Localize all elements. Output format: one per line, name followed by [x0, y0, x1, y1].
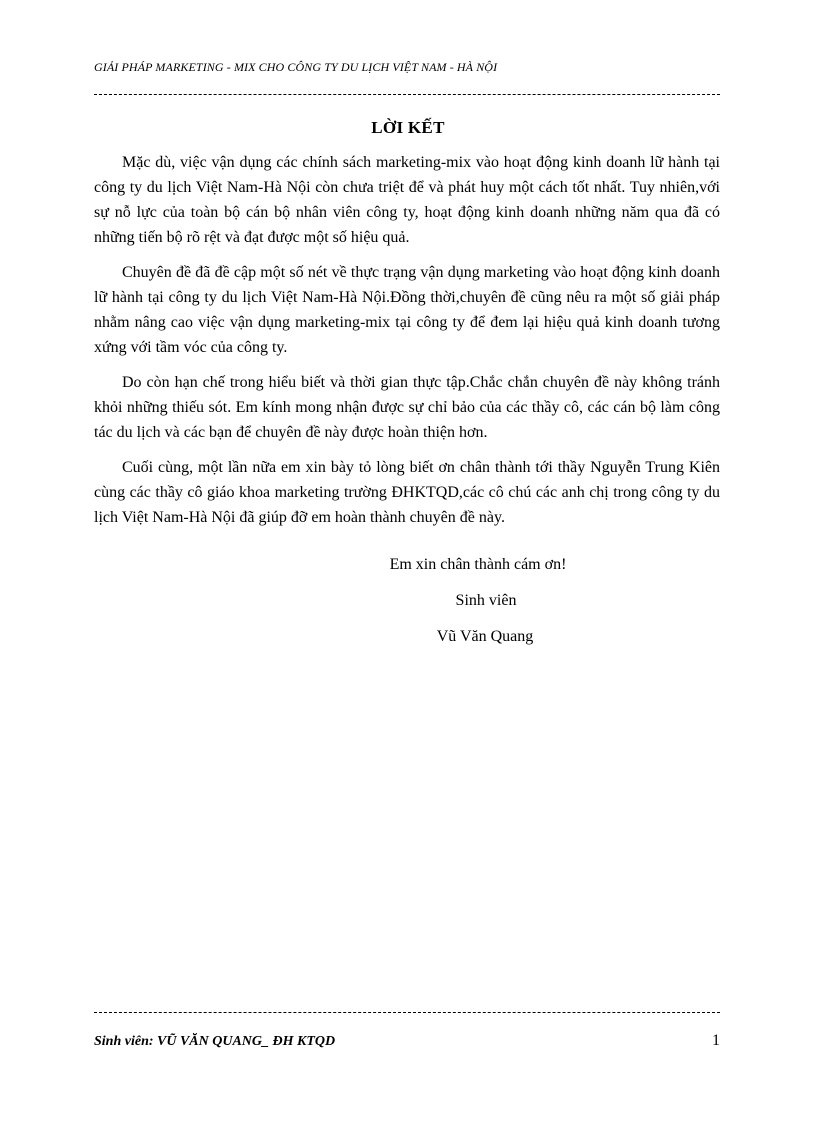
signature-thanks: Em xin chân thành cám ơn!	[389, 556, 567, 573]
signature-block	[0, 547, 816, 655]
paragraph-1: Mặc dù, việc vận dụng các chính sách marketing-mix vào hoạt động kinh doanh lữ hành tại công ty du lịch Việt Nam-Hà Nội còn chưa triệt để và phát huy một cách tốt nhất. Tuy nhiên,với sự nỗ lực của toàn bộ cán bộ nhân viên công ty, hoạt động kinh doanh những năm qua đã có những tiến bộ rõ rệt và đạt được một số hiệu quả.	[94, 154, 720, 246]
body-text	[94, 150, 720, 540]
running-header: GIẢI PHÁP MARKETING - MIX CHO CÔNG TY DU LỊCH VIỆT NAM - HÀ NỘI	[94, 60, 498, 74]
header-divider	[94, 94, 720, 95]
paragraph-3: Do còn hạn chế trong hiểu biết và thời gian thực tập.Chắc chắn chuyên đề này không tránh khỏi những thiếu sót. Em kính mong nhận được sự chỉ bảo của các thầy cô, các cán bộ làm công tác du lịch và các bạn để chuyên đề này được hoàn thiện hơn.	[94, 374, 720, 441]
page-number: 1	[712, 1032, 720, 1049]
signature-role: Sinh viên	[455, 592, 517, 609]
page-title: LỜI KẾT	[371, 118, 445, 137]
footer-divider	[94, 1012, 720, 1013]
paragraph-4: Cuối cùng, một lần nữa em xin bày tỏ lòng biết ơn chân thành tới thầy Nguyễn Trung Kiên cùng các thầy cô giáo khoa marketing trường ĐHKTQD,các cô chú các anh chị trong công ty du lịch Việt Nam-Hà Nội đã giúp đỡ em hoàn thành chuyên đề này.	[94, 459, 720, 526]
paragraph-2: Chuyên đề đã đề cập một số nét về thực trạng vận dụng marketing vào hoạt động kinh doanh lữ hành tại công ty du lịch Việt Nam-Hà Nội.Đồng thời,chuyên đề cũng nêu ra một số giải pháp nhằm nâng cao việc vận dụng marketing-mix tại công ty để đem lại hiệu quả kinh doanh tương xứng với tầm vóc của công ty.	[94, 264, 720, 356]
signature-name: Vũ Văn Quang	[436, 628, 534, 645]
footer-author: Sinh viên: VŨ VĂN QUANG_ ĐH KTQD	[94, 1034, 336, 1049]
